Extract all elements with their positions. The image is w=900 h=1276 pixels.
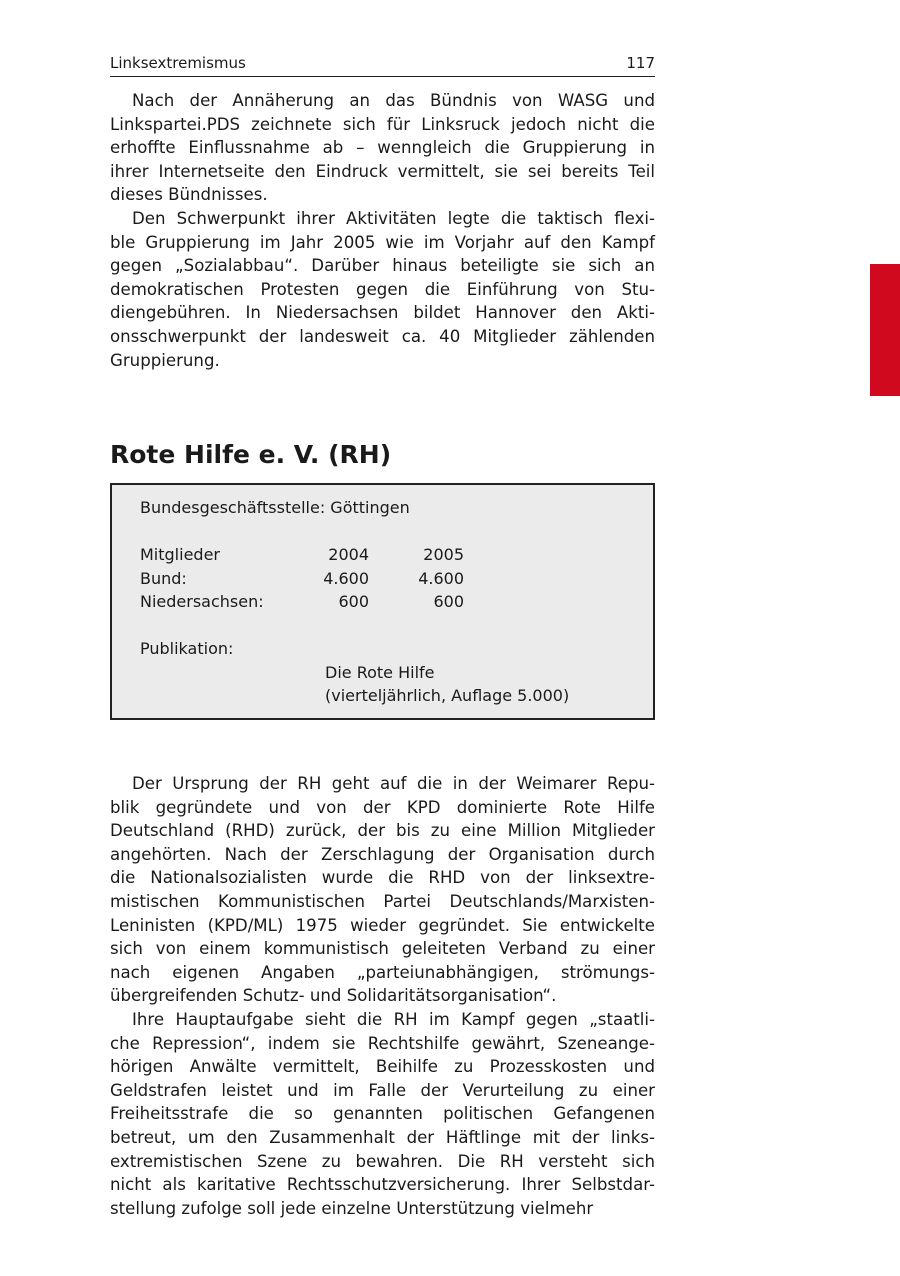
text-line: demokratischen Protesten gegen die Einführung von Stu- [110,279,655,299]
publication-label: Publikation: [140,639,234,658]
year-2004: 2004 [328,545,369,564]
row-value-2004: 600 [338,592,369,611]
intro-text [110,89,655,372]
members-label: Mitglieder [140,545,220,564]
text-line: nach eigenen Angaben „parteiunabhängigen, strömungs- [110,962,655,982]
text-line: dieses Bündnisses. [110,185,268,205]
text-line: extremistischen Szene zu bewahren. Die RH versteht sich [110,1151,655,1171]
text-line: Den Schwerpunkt ihrer Aktivitäten legte die taktisch flexi- [132,208,655,228]
text-line: ihrer Internetseite den Eindruck vermittelt, sie sei bereits Teil [110,161,655,181]
running-header [110,52,655,77]
text-line: erhoffte Einflussnahme ab – wenngleich die Gruppierung in [110,138,655,158]
office-line: Bundesgeschäftsstelle: Göttingen [140,498,410,517]
text-line: Der Ursprung der RH geht auf die in der Weimarer Repu- [132,774,655,793]
text-line: stellung zufolge soll jede einzelne Unterstützung vielmehr [110,1198,594,1218]
text-line: angehörten. Nach der Zerschlagung der Organisation durch [110,844,655,864]
publication-name: Die Rote Hilfe [325,663,435,682]
publication-details: (vierteljährlich, Auflage 5.000) [325,686,570,705]
row-label: Niedersachsen: [140,592,264,611]
text-line: Geldstrafen leistet und im Falle der Verurteilung zu einer [110,1080,655,1100]
text-line: ble Gruppierung im Jahr 2005 wie im Vorjahr auf den Kampf [110,232,655,252]
row-label: Bund: [140,569,187,588]
row-value-2004: 4.600 [323,569,369,588]
text-line: Gruppierung. [110,350,220,370]
text-line: Linkspartei.PDS zeichnete sich für Linksruck jedoch nicht die [110,114,655,134]
text-line: Leninisten (KPD/ML) 1975 wieder gegründet. Sie entwickelte [110,915,655,935]
text-line: sich von einem kommunistisch geleiteten Verband zu einer [110,939,655,959]
section-name: Linksextremismus [110,54,246,72]
text-line: Ihre Hauptaufgabe sieht die RH im Kampf gegen „staatli- [132,1009,655,1029]
text-line: mistischen Kommunistischen Partei Deutschlands/Marxisten- [110,891,655,911]
year-2005: 2005 [423,545,464,564]
text-line: blik gegründete und von der KPD dominierte Rote Hilfe [110,797,655,817]
text-line: übergreifenden Schutz- und Solidaritätsorganisation“. [110,986,557,1006]
text-line: hörigen Anwälte vermittelt, Beihilfe zu Prozesskosten und [110,1057,655,1077]
text-line: Nach der Annäherung an das Bündnis von WASG und [132,91,655,110]
section-title: Rote Hilfe e. V. (RH) [110,440,392,469]
text-line: Deutschland (RHD) zurück, der bis zu eine Million Mitglieder [110,821,655,841]
text-line: die Nationalsozialisten wurde die RHD von der linksextre- [110,868,655,888]
page-number: 117 [626,54,655,72]
text-line: diengebühren. In Niedersachsen bildet Hannover den Akti- [110,303,655,323]
text-line: che Repression“, indem sie Rechtshilfe gewährt, Szeneange- [110,1033,655,1053]
text-line: nicht als karitative Rechtsschutzversicherung. Ihrer Selbstdar- [110,1175,655,1195]
body-text [110,772,655,1220]
row-value-2005: 600 [433,592,464,611]
text-line: onsschwerpunkt der landesweit ca. 40 Mitglieder zählenden [110,326,655,346]
text-line: gegen „Sozialabbau“. Darüber hinaus beteiligte sie sich an [110,256,655,276]
row-value-2005: 4.600 [418,569,464,588]
info-box [110,483,655,720]
chapter-tab-marker [870,264,900,396]
text-line: Freiheitsstrafe die so genannten politischen Gefangenen [110,1104,655,1124]
text-line: betreut, um den Zusammenhalt der Häftlinge mit der links- [110,1127,655,1147]
